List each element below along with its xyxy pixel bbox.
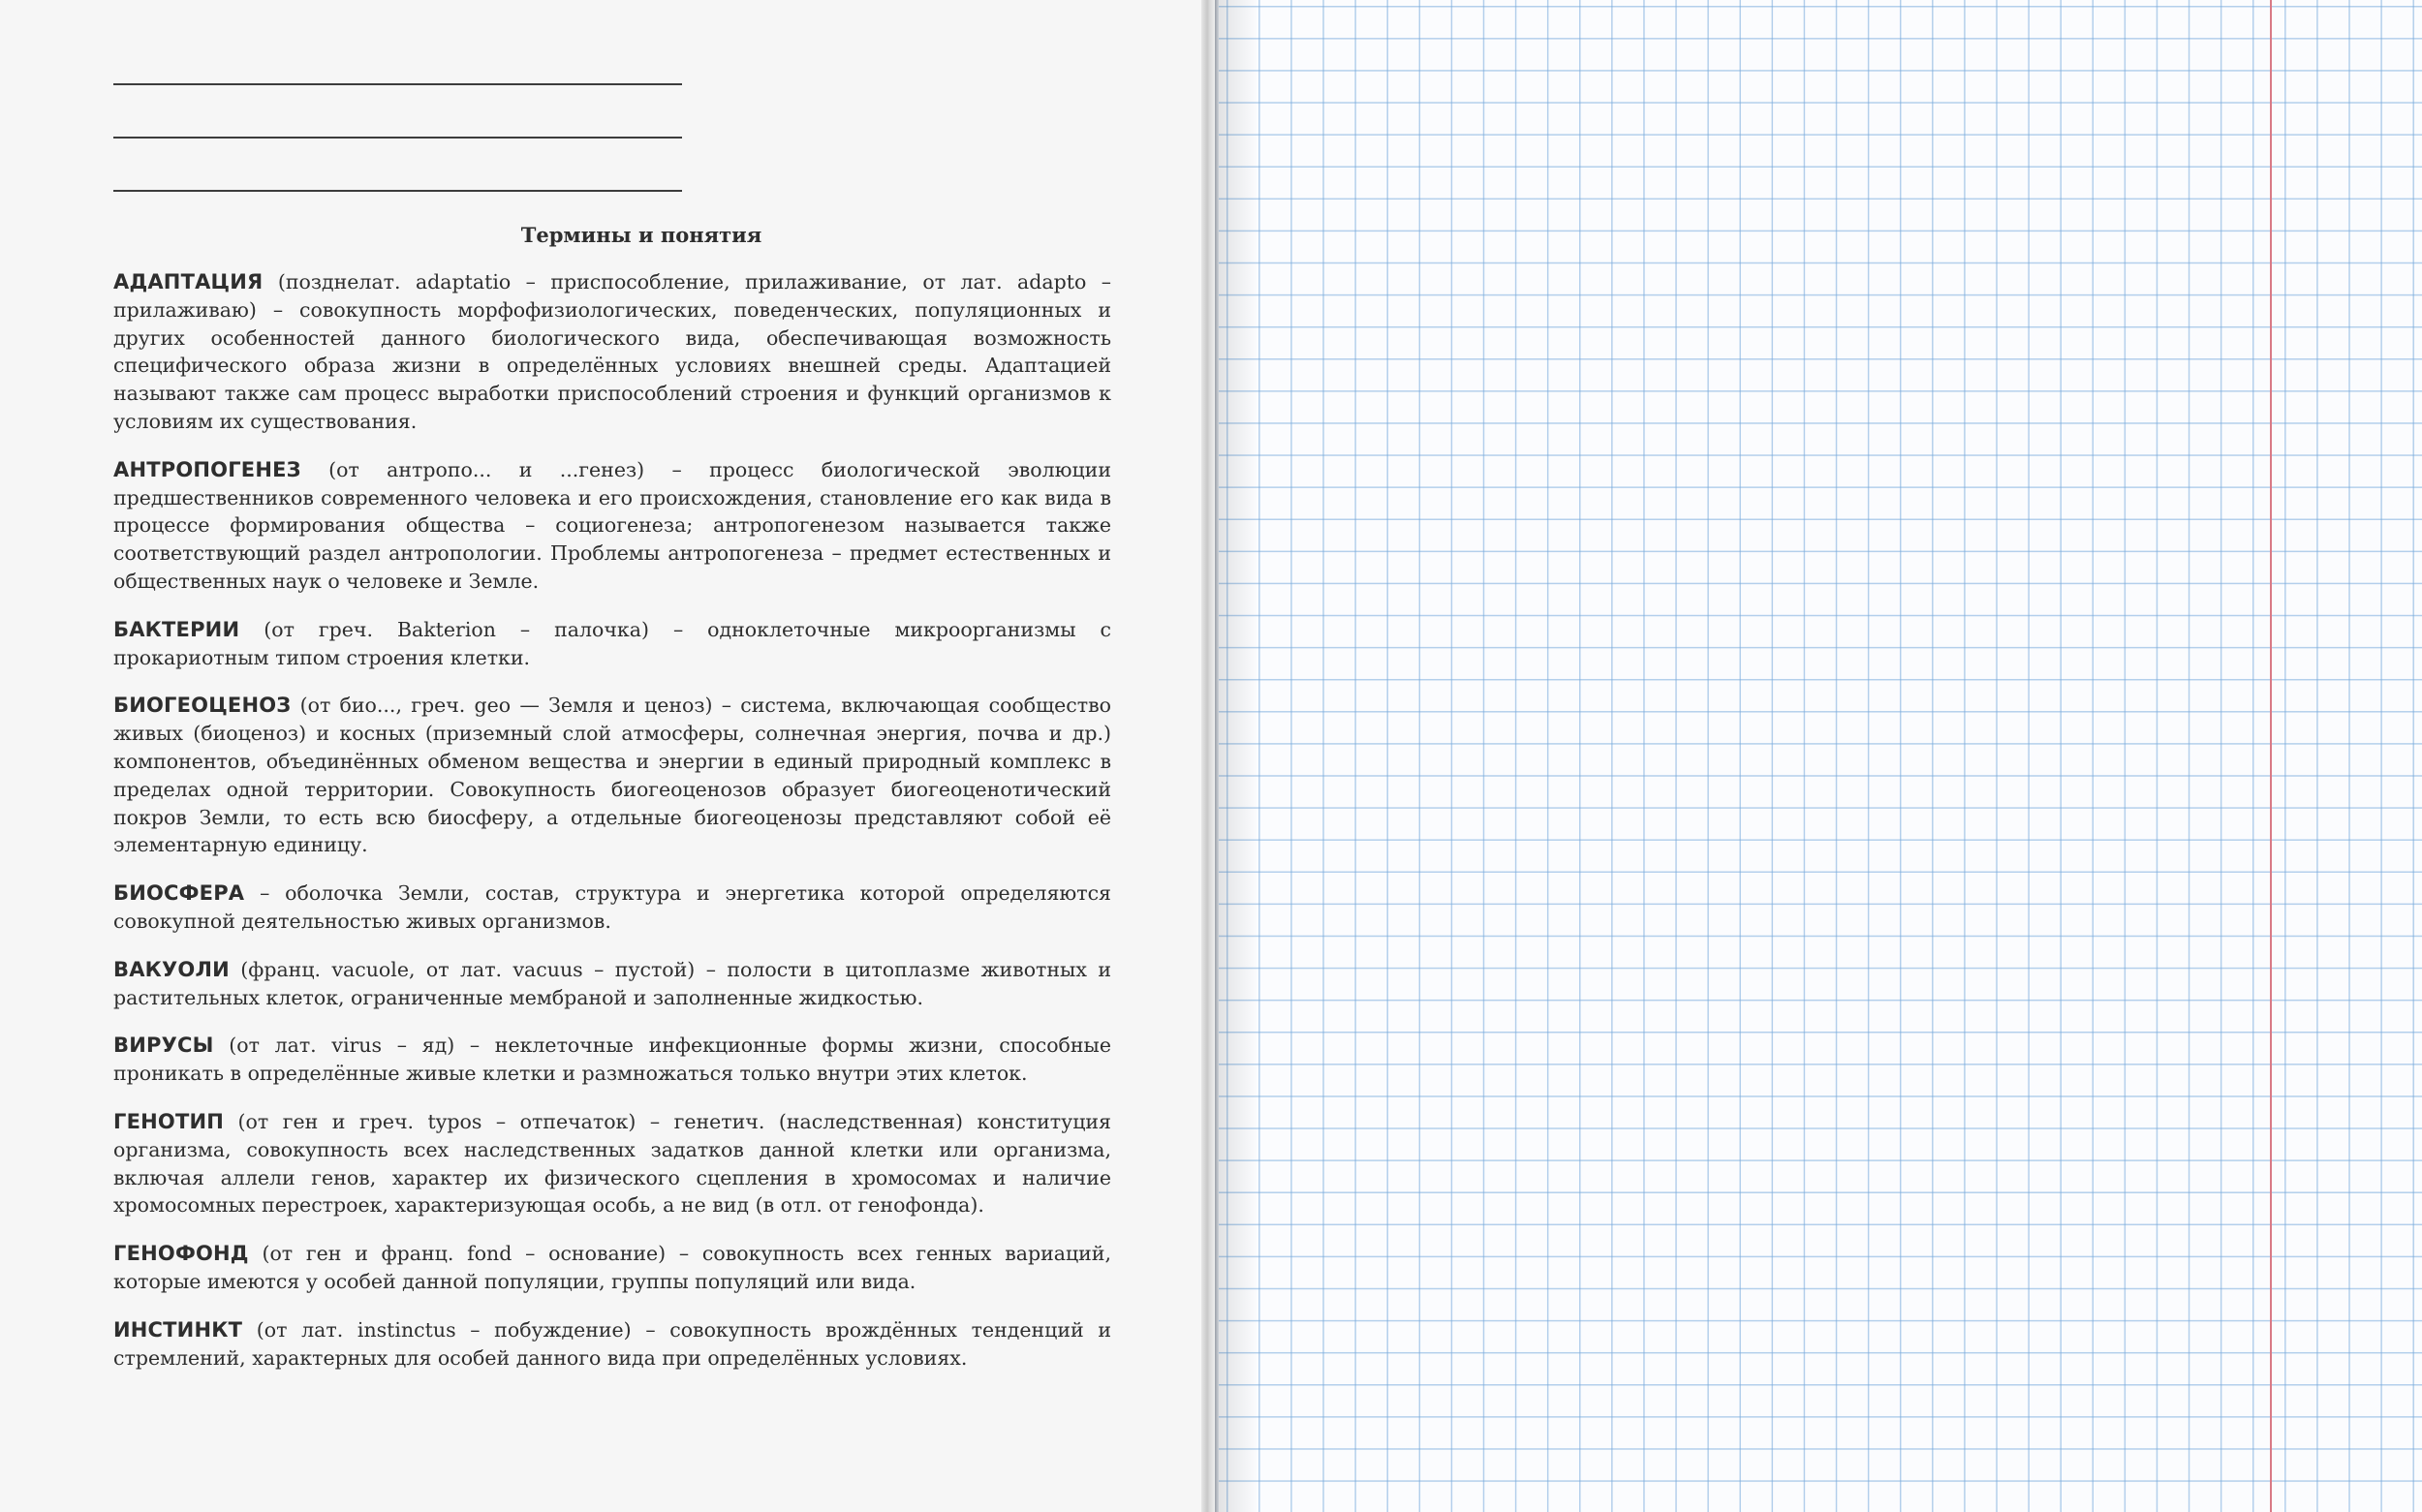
fold-shadow <box>1219 0 1258 1512</box>
term-anthropogenesis <box>113 456 1111 596</box>
term-head: АДАПТАЦИЯ <box>113 270 264 293</box>
term-head: БИОСФЕРА <box>113 881 245 906</box>
glossary <box>113 223 1111 1392</box>
term-gene-pool <box>113 1240 1111 1296</box>
blank-line <box>113 83 682 85</box>
left-page <box>0 0 1209 1512</box>
term-body: (от био..., греч. geo — Земля и ценоз) – система, включающая сообщество живых (биоценоз) и косных (приземный слой атмосферы, солнечная энергия, почва и др.) компонентов, объединённых обменом вещества и энергии в единый природный комплекс в пределах одной территории. Совокупность биогеоценозов образует биогеоценотический покров Земли, то есть всю биосферу, а отдельные биогеоценозы представляют собой её элементарную единицу. <box>113 694 1111 857</box>
term-body: (от ген и франц. fond – основание) – совокупность всех генных вариаций, которые имеются у особей данной популяции, группы популяций или вида. <box>113 1242 1111 1293</box>
term-vacuoles <box>113 956 1111 1012</box>
term-head: БИОГЕОЦЕНОЗ <box>113 694 292 718</box>
term-body: (от ген и греч. typos – отпечаток) – генетич. (наследственная) конституция организма, совокупность всех наследственных задатков данной клетки или организма, включая аллели генов, характер их физического сцепления в хромосомах и наличие хромосомных перестроек, характеризующая особь, а не вид (в отл. от генофонда). <box>113 1109 1111 1218</box>
term-head: ВИРУСЫ <box>113 1034 214 1058</box>
term-body: – оболочка Земли, состав, структура и энергетика которой определяются совокупной деятельностью живых организмов. <box>113 881 1111 933</box>
term-head: ИНСТИНКТ <box>113 1317 243 1342</box>
term-viruses <box>113 1032 1111 1088</box>
binding-gutter <box>1201 0 1215 1512</box>
term-biogeocenosis <box>113 692 1111 859</box>
blank-line <box>113 137 682 139</box>
term-head: ВАКУОЛИ <box>113 957 230 981</box>
term-body: (от антропо... и ...генез) – процесс биологической эволюции предшественников современного человека и его происхождения, становление его как вида в процессе формирования общества – социогенеза; антропогенезом называется также соответствующий раздел антропологии. Проблемы антропогенеза – предмет естественных и общественных наук о человеке и Земле. <box>113 457 1111 593</box>
term-genotype <box>113 1108 1111 1219</box>
term-body: (от греч. Bakterion – палочка) – одноклеточные микроорганизмы с прокариотным типом строения клетки. <box>113 617 1111 669</box>
term-body: (франц. vacuole, от лат. vacuus – пустой) – полости в цитоплазме животных и растительных клеток, ограниченные мембраной и заполненные жидкостью. <box>113 957 1111 1009</box>
blank-name-lines <box>113 83 682 243</box>
term-bacteria <box>113 616 1111 672</box>
term-adaptation <box>113 268 1111 436</box>
term-body: (от лат. virus – яд) – неклеточные инфекционные формы жизни, способные проникать в определённые живые клетки и размножаться только внутри этих клеток. <box>113 1034 1111 1086</box>
section-title: Термины и понятия <box>520 223 762 247</box>
term-body: (от лат. instinctus – побуждение) – совокупность врождённых тенденций и стремлений, характерных для особей данного вида при определённых условиях. <box>113 1317 1111 1370</box>
term-instinct <box>113 1316 1111 1373</box>
margin-rule <box>2270 0 2272 1512</box>
blank-line <box>113 190 682 192</box>
graph-paper-page <box>1219 0 2422 1512</box>
term-biosphere <box>113 879 1111 936</box>
term-head: БАКТЕРИИ <box>113 617 240 641</box>
term-head: ГЕНОФОНД <box>113 1242 249 1266</box>
term-head: АНТРОПОГЕНЕЗ <box>113 457 301 481</box>
term-head: ГЕНОТИП <box>113 1109 225 1133</box>
term-body: (позднелат. adaptatio – приспособление, прилаживание, от лат. adapto – прилаживаю) – совокупность морфофизиологических, поведенческих, популяционных и других особенностей данного биологического вида, обеспечивающая возможность специфического образа жизни в определённых условиях внешней среды. Адаптацией называют также сам процесс выработки приспособлений строения и функций организмов к условиям их существования. <box>113 270 1111 433</box>
